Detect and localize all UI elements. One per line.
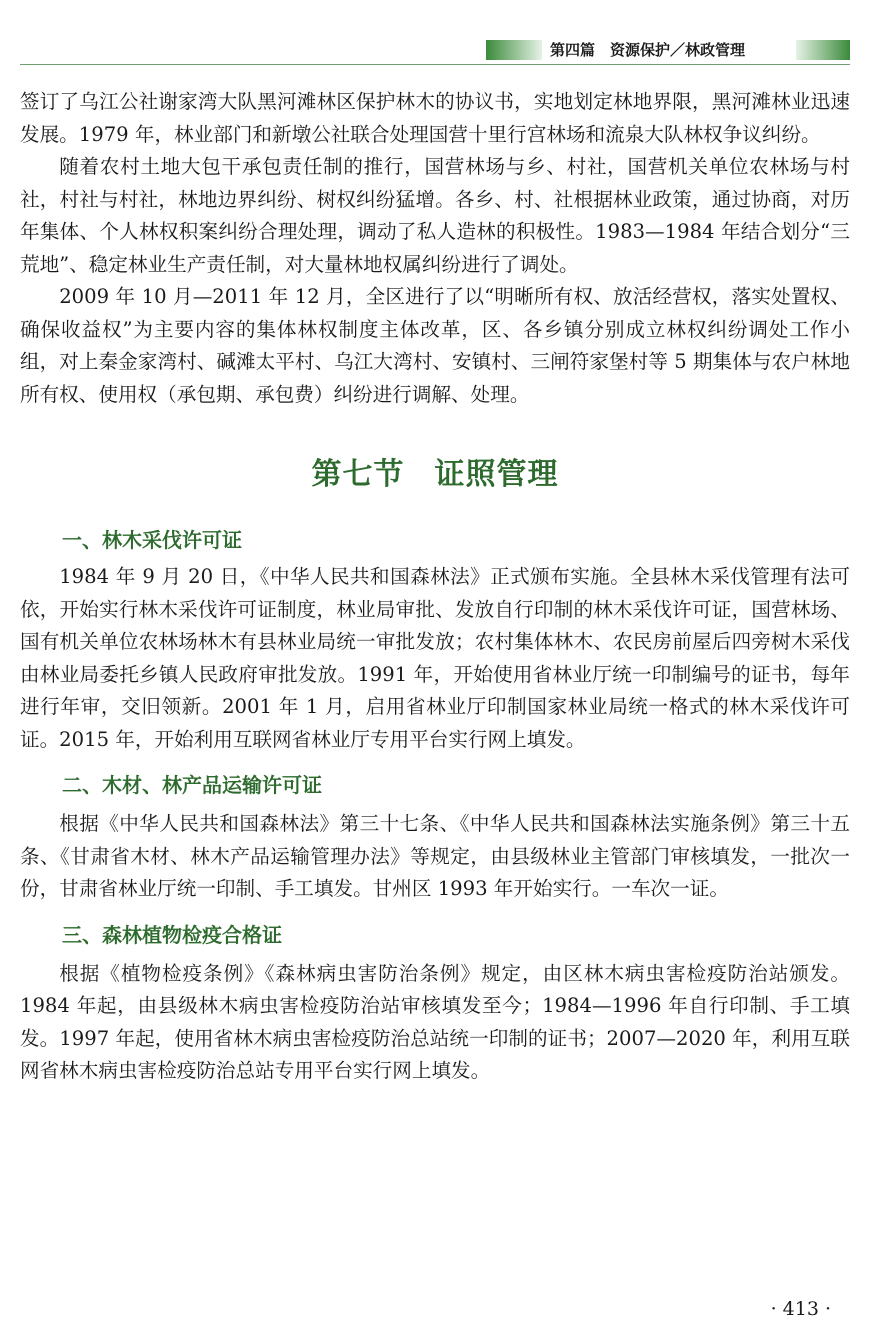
subsection-heading-2: 二、木材、林产品运输许可证 — [62, 773, 322, 797]
subsection-text-2: 根据《中华人民共和国森林法》第三十七条、《中华人民共和国森林法实施条例》第三十五条、《甘肃省木材、林木产品运输管理办法》等规定，由县级林业主管部门审核填发，一批次一份，甘肃省林业厅统一印制、手工填发。甘州区 1993 年开始实行。一车次一证。 — [20, 812, 850, 900]
subsection-text-3: 根据《植物检疫条例》《森林病虫害防治条例》规定，由区林木病虫害检疫防治站颁发。1984 年起，由县级林木病虫害检疫防治站审核填发至今；1984—1996 年自行印制、手工填发。1997 年起，使用省林木病虫害检疫防治总站统一印制的证书；2007—2020 年，利用互联网省林木病虫害检疫防治总站专用平台实行网上填发。 — [20, 961, 850, 1082]
running-header — [0, 40, 871, 62]
paragraph-continued: 签订了乌江公社谢家湾大队黑河滩林区保护林木的协议书，实地划定林地界限，黑河滩林业迅速发展。1979 年，林业部门和新墩公社联合处理国营十里行宫林场和流泉大队林权争议纠纷。 — [20, 90, 850, 146]
header-title: 第四篇 资源保护／林政管理 — [550, 41, 746, 59]
section-number: 第七节 — [311, 457, 405, 492]
subsection-text-1: 1984 年 9 月 20 日，《中华人民共和国森林法》正式颁布实施。全县林木采伐管理有法可依，开始实行林木采伐许可证制度，林业局审批、发放自行印制的林木采伐许可证，国营林场、国有机关单位农林场林木有县林业局统一审批发放；农村集体林木、农民房前屋后四旁树木采伐由林业局委托乡镇人民政府审批发放。1991 年，开始使用省林业厅统一印制编号的证书，每年进行年审，交旧领新。2001 年 1 月，启用省林业厅印制国家林业局统一格式的林木采伐许可证。2015 年，开始利用互联网省林业厅专用平台实行网上填发。 — [20, 565, 850, 751]
subsection-heading-1: 一、林木采伐许可证 — [62, 528, 242, 552]
header-decoration-right — [796, 40, 850, 60]
header-decoration-left — [486, 40, 542, 60]
section-title — [20, 437, 850, 513]
subsection-heading-3: 三、森林植物检疫合格证 — [62, 922, 282, 947]
header-rule — [20, 64, 850, 65]
section-name: 证照管理 — [434, 457, 559, 492]
page-number: · 413 · — [770, 1298, 831, 1320]
paragraph: 2009 年 10 月—2011 年 12 月，全区进行了以“明晰所有权、放活经营权，落实处置权、确保收益权”为主要内容的集体林权制度主体改革，区、各乡镇分别成立林权纠纷调处工作小组，对上秦金家湾村、碱滩太平村、乌江大湾村、安镇村、三闸符家堡村等 5 期集体与农户林地所有权、使用权（承包期、承包费）纠纷进行调解、处理。 — [20, 285, 850, 406]
page-body — [20, 86, 850, 1088]
paragraph: 随着农村土地大包干承包责任制的推行，国营林场与乡、村社，国营机关单位农林场与村社，村社与村社，林地边界纠纷、树权纠纷猛增。各乡、村、社根据林业政策，通过协商，对历年集体、个人林权积案纠纷合理处理，调动了私人造林的积极性。1983—1984 年结合划分“三荒地”、稳定林业生产责任制，对大量林地权属纠纷进行了调处。 — [20, 155, 850, 276]
